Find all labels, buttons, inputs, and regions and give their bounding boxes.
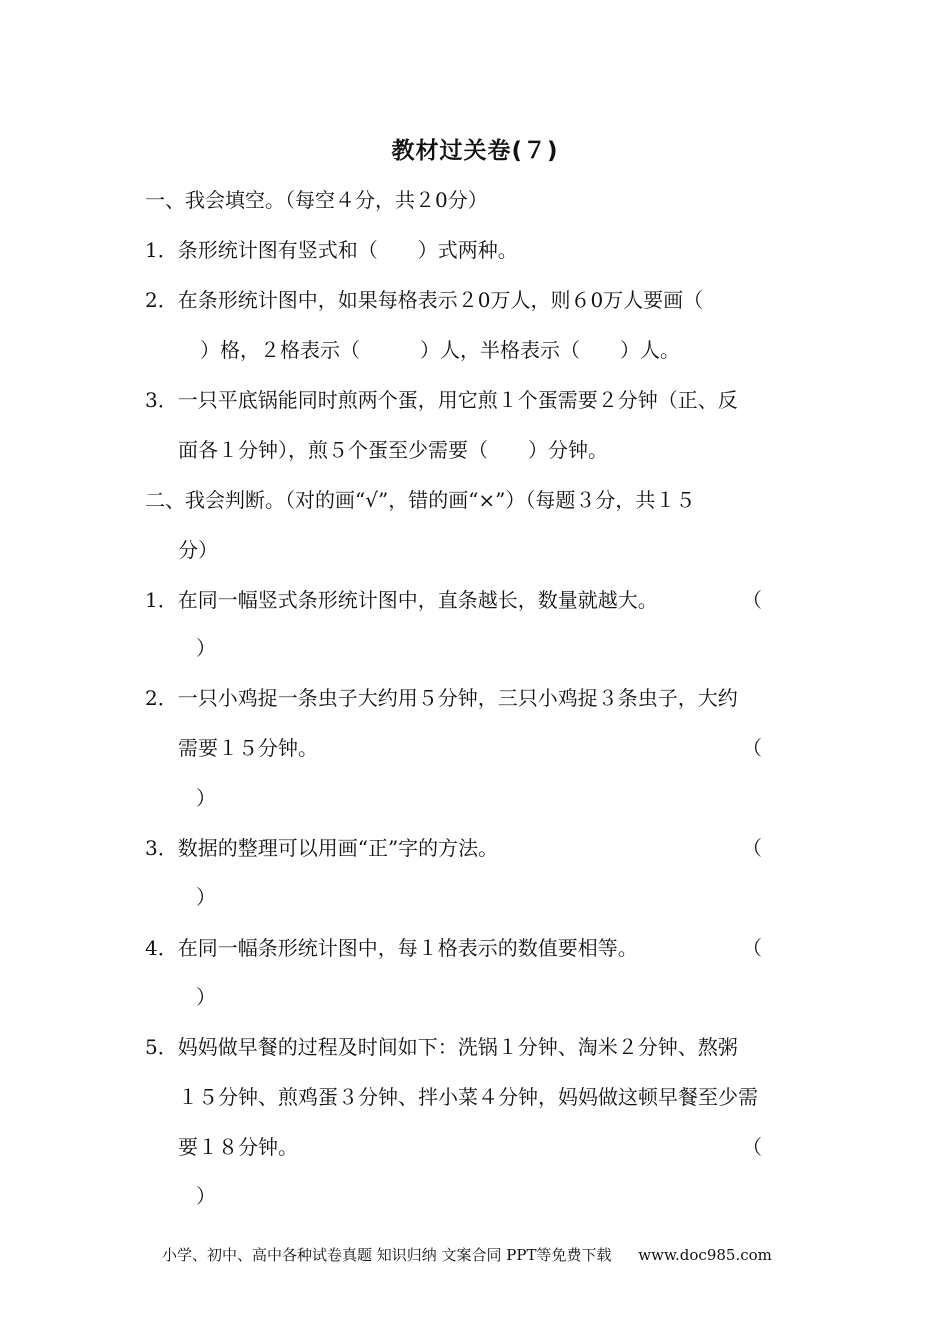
- judge-item-2-answer-open[interactable]: （: [742, 736, 762, 760]
- judge-item-2-text-line-2: 需要１５分钟。: [178, 736, 318, 760]
- judge-item-1-answer-close: ）: [196, 636, 216, 660]
- judge-item-5-text-line-3: 要１８分钟。: [178, 1135, 298, 1159]
- judge-item-3-answer-open[interactable]: （: [742, 836, 762, 860]
- question-1-2-line-2: ）格，２格表示（ ）人，半格表示（ ）人。: [200, 338, 680, 362]
- judge-item-4-answer-close: ）: [196, 985, 216, 1009]
- section-2-heading-line-1: 二、我会判断。（对的画“√”，错的画“×”）（每题３分，共１５: [145, 488, 696, 512]
- judge-item-5-text-line-1: 5．妈妈做早餐的过程及时间如下：洗锅１分钟、淘米２分钟、熬粥: [145, 1035, 738, 1059]
- section-1-heading: 一、我会填空。（每空４分，共２0分）: [145, 188, 488, 212]
- judge-item-5-answer-close: ）: [196, 1184, 216, 1208]
- judge-item-2-answer-close: ）: [196, 786, 216, 810]
- judge-item-5-text-line-2: １５分钟、煎鸡蛋３分钟、拌小菜４分钟，妈妈做这顿早餐至少需: [178, 1085, 758, 1109]
- section-2-heading-line-2: 分）: [178, 538, 218, 562]
- judge-item-2-text-line-1: 2．一只小鸡捉一条虫子大约用５分钟，三只小鸡捉３条虫子，大约: [145, 686, 738, 710]
- footer-url-link[interactable]: www.doc985.com: [638, 1246, 772, 1264]
- judge-item-3-text: 3．数据的整理可以用画“正”字的方法。: [145, 836, 499, 860]
- question-1-3-line-2: 面各１分钟），煎５个蛋至少需要（ ）分钟。: [178, 438, 608, 462]
- judge-item-1-text: 1．在同一幅竖式条形统计图中，直条越长，数量就越大。: [145, 588, 658, 612]
- question-1-2-line-1: 2．在条形统计图中，如果每格表示２0万人，则６0万人要画（: [145, 288, 704, 312]
- judge-item-1-answer-open[interactable]: （: [742, 588, 762, 612]
- judge-item-5-answer-open[interactable]: （: [742, 1135, 762, 1159]
- question-1-1: 1．条形统计图有竖式和（ ）式两种。: [145, 238, 518, 262]
- page-footer: [162, 1244, 772, 1265]
- judge-item-4-answer-open[interactable]: （: [742, 936, 762, 960]
- footer-text: 小学、初中、高中各种试卷真题 知识归纳 文案合同 PPT等免费下载: [162, 1246, 612, 1264]
- question-1-3-line-1: 3．一只平底锅能同时煎两个蛋，用它煎１个蛋需要２分钟（正、反: [145, 388, 738, 412]
- judge-item-4-text: 4．在同一幅条形统计图中，每１格表示的数值要相等。: [145, 936, 638, 960]
- judge-item-3-answer-close: ）: [196, 885, 216, 909]
- page-title: 教材过关卷(７): [391, 138, 559, 164]
